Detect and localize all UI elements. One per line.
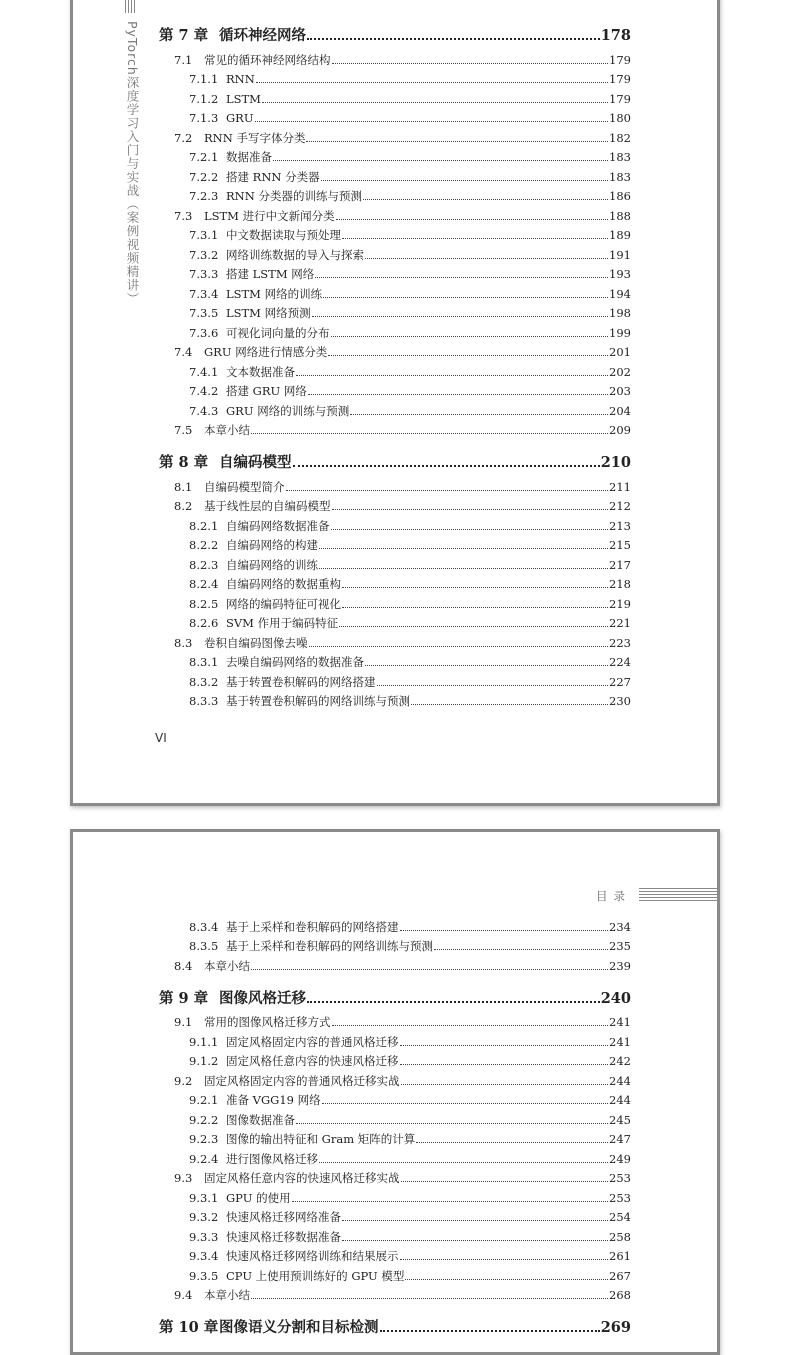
toc-entry (159, 398, 631, 418)
dot-leader (309, 646, 609, 647)
dot-leader (319, 568, 608, 569)
page-number: VI (155, 731, 167, 745)
toc-entry (159, 650, 631, 670)
entry-number: 9.2.3 (189, 1132, 219, 1146)
entry-title: RNN (226, 72, 255, 86)
dot-leader (319, 1162, 608, 1163)
toc-chapter-entry (159, 444, 631, 470)
entry-page: 202 (609, 364, 631, 379)
entry-number: 7.3.3 (189, 267, 219, 281)
entry-number: 7.4.2 (189, 384, 219, 398)
entry-title: 中文数据读取与预处理 (226, 228, 341, 242)
dot-leader (400, 1064, 609, 1065)
toc-entry (159, 1224, 631, 1244)
entry-number: 7.2 (174, 130, 193, 145)
entry-number: 8.2 (174, 499, 193, 513)
dot-leader (306, 141, 608, 142)
toc-entry (159, 164, 631, 184)
entry-number: 第 9 章 (159, 989, 209, 1007)
entry-number: 8.3.1 (189, 655, 219, 669)
toc-entry (159, 86, 631, 106)
dot-leader (332, 1025, 609, 1026)
entry-number: 9.3.5 (189, 1268, 219, 1283)
entry-page: 244 (609, 1073, 631, 1088)
toc-entry (159, 145, 631, 165)
entry-page: 204 (609, 403, 631, 418)
entry-title: LSTM (226, 91, 261, 106)
entry-page: 203 (609, 384, 631, 398)
entry-title: GRU (226, 111, 254, 125)
entry-page: 240 (600, 989, 631, 1007)
dot-leader (342, 1240, 608, 1241)
dot-leader (342, 1220, 608, 1221)
entry-title: 固定风格固定内容的普通风格迁移 (226, 1034, 399, 1049)
entry-page: 247 (609, 1132, 631, 1146)
toc-entry (159, 1029, 631, 1049)
entry-title: 搭建 GRU 网络 (226, 384, 307, 398)
table-of-contents (159, 914, 631, 1339)
dot-leader (255, 121, 609, 122)
toc-entry (159, 591, 631, 611)
toc-entry (159, 242, 631, 262)
toc-entry (159, 320, 631, 340)
entry-title: RNN 分类器的训练与预测 (226, 189, 362, 203)
entry-number: 9.2 (174, 1073, 193, 1088)
entry-page: 245 (609, 1112, 631, 1127)
dot-leader (342, 238, 608, 239)
dot-leader (331, 529, 609, 530)
toc-entry (159, 281, 631, 301)
toc-entry (159, 630, 631, 650)
dot-leader (293, 465, 600, 467)
entry-number: 9.2.4 (189, 1151, 219, 1166)
toc-entry (159, 533, 631, 553)
book-title-sidebar: PyTorch深度学习入门与实战（案例视频精讲） (125, 21, 140, 306)
entry-page: 244 (609, 1093, 631, 1107)
entry-number: 8.2.5 (189, 596, 219, 611)
entry-title: 固定风格固定内容的普通风格迁移实战 (204, 1073, 400, 1088)
entry-title: 文本数据准备 (226, 364, 295, 379)
entry-title: LSTM 网络的训练 (226, 286, 323, 301)
entry-title: 网络的编码特征可视化 (226, 596, 341, 611)
entry-number: 7.1.1 (189, 72, 219, 86)
dot-leader (434, 949, 608, 950)
dot-leader (405, 1279, 608, 1280)
toc-entry (159, 418, 631, 438)
entry-page: 223 (609, 635, 631, 650)
entry-number: 8.2.1 (189, 518, 219, 533)
table-of-contents (159, 17, 631, 708)
entry-title: 循环神经网络 (219, 27, 306, 44)
entry-page: 210 (600, 454, 631, 471)
entry-page: 198 (609, 306, 631, 320)
toc-entry (159, 1068, 631, 1088)
entry-title: 固定风格任意内容的快速风格迁移实战 (204, 1171, 400, 1185)
entry-page: 230 (609, 694, 631, 708)
entry-title: CPU 上使用预训练好的 GPU 模型 (226, 1268, 405, 1283)
dot-leader (251, 433, 608, 434)
dot-leader (363, 199, 608, 200)
dot-leader (307, 38, 600, 40)
entry-page: 178 (600, 27, 631, 44)
toc-entry (159, 689, 631, 709)
toc-entry (159, 1244, 631, 1264)
entry-title: 本章小结 (204, 958, 250, 973)
entry-title: 自编码模型简介 (204, 479, 285, 494)
toc-entry (159, 379, 631, 399)
entry-page: 191 (609, 247, 631, 262)
dot-leader (321, 180, 608, 181)
dot-leader (339, 626, 608, 627)
dot-leader (342, 587, 608, 588)
book-page-1 (70, 0, 720, 806)
toc-entry (159, 223, 631, 243)
entry-number: 9.1 (174, 1015, 193, 1029)
toc-entry (159, 513, 631, 533)
entry-title: 图像语义分割和目标检测 (219, 1319, 379, 1336)
entry-title: SVM 作用于编码特征 (226, 616, 339, 630)
entry-page: 193 (609, 267, 631, 281)
entry-title: 数据准备 (226, 150, 272, 164)
dot-leader (251, 1298, 608, 1299)
dot-leader (332, 63, 609, 64)
dot-leader (332, 509, 609, 510)
toc-entry (159, 1283, 631, 1303)
entry-title: 本章小结 (204, 1288, 250, 1302)
entry-page: 241 (609, 1034, 631, 1049)
entry-number: 7.3.2 (189, 247, 219, 262)
entry-page: 179 (609, 52, 631, 67)
entry-page: 209 (609, 423, 631, 437)
entry-title: 自编码网络的训练 (226, 557, 318, 572)
entry-title: GRU 网络进行情感分类 (204, 345, 328, 359)
toc-chapter-entry (159, 1309, 631, 1335)
entry-number: 9.3.4 (189, 1249, 219, 1263)
entry-number: 7.3 (174, 208, 193, 223)
toc-entry (159, 934, 631, 954)
entry-title: RNN 手写字体分类 (204, 130, 306, 145)
dot-leader (315, 277, 608, 278)
entry-number: 7.4 (174, 345, 193, 359)
entry-page: 253 (609, 1171, 631, 1185)
entry-page: 249 (609, 1151, 631, 1166)
dot-leader (307, 1001, 600, 1003)
entry-title: GPU 的使用 (226, 1190, 291, 1205)
entry-page: 253 (609, 1190, 631, 1205)
entry-page: 212 (609, 499, 631, 513)
entry-number: 7.1 (174, 52, 193, 67)
dot-leader (292, 1201, 608, 1202)
dot-leader (350, 414, 608, 415)
toc-entry (159, 301, 631, 321)
entry-title: 搭建 RNN 分类器 (226, 169, 320, 184)
toc-entry (159, 914, 631, 934)
entry-number: 9.3.2 (189, 1210, 219, 1224)
dot-leader (336, 219, 608, 220)
entry-title: 自编码网络数据准备 (226, 518, 330, 533)
entry-title: 本章小结 (204, 423, 250, 437)
entry-page: 221 (609, 616, 631, 630)
toc-entry (159, 340, 631, 360)
entry-number: 8.3.5 (189, 939, 219, 953)
dot-leader (328, 355, 608, 356)
entry-number: 9.3.3 (189, 1229, 219, 1244)
entry-number: 7.3.4 (189, 286, 219, 301)
entry-number: 7.3.6 (189, 325, 219, 340)
entry-number: 8.3 (174, 635, 193, 650)
entry-title: LSTM 网络预测 (226, 306, 311, 320)
entry-number: 8.3.4 (189, 919, 219, 934)
dot-leader (400, 1045, 609, 1046)
entry-page: 179 (609, 91, 631, 106)
dot-leader (365, 258, 608, 259)
dot-leader (400, 1259, 609, 1260)
toc-entry (159, 1263, 631, 1283)
toc-entry (159, 1205, 631, 1225)
entry-number: 第 8 章 (159, 454, 209, 471)
entry-number: 9.3.1 (189, 1190, 219, 1205)
entry-page: 269 (600, 1319, 631, 1336)
toc-entry (159, 572, 631, 592)
entry-page: 219 (609, 596, 631, 611)
dot-leader (380, 1330, 600, 1332)
entry-page: 268 (609, 1288, 631, 1302)
entry-number: 8.2.3 (189, 557, 219, 572)
entry-page: 213 (609, 518, 631, 533)
entry-title: 快速风格迁移网络准备 (226, 1210, 341, 1224)
dot-leader (323, 297, 608, 298)
entry-number: 7.2.3 (189, 189, 219, 203)
dot-leader (401, 1084, 609, 1085)
dot-leader (312, 316, 608, 317)
toc-entry (159, 611, 631, 631)
dot-leader (286, 490, 609, 491)
entry-number: 9.2.2 (189, 1112, 219, 1127)
dot-leader (411, 704, 608, 705)
entry-number: 8.4 (174, 958, 193, 973)
dot-leader (342, 607, 608, 608)
entry-title: 图像数据准备 (226, 1112, 295, 1127)
toc-entry (159, 1166, 631, 1186)
book-page-2 (70, 829, 720, 1355)
entry-page: 186 (609, 189, 631, 203)
entry-number: 7.4.1 (189, 364, 219, 379)
entry-title: 基于转置卷积解码的网络搭建 (226, 674, 376, 689)
entry-number: 8.2.2 (189, 538, 219, 552)
dot-leader (262, 102, 608, 103)
toc-entry (159, 669, 631, 689)
entry-page: 241 (609, 1015, 631, 1029)
entry-number: 7.4.3 (189, 403, 219, 418)
entry-title: LSTM 进行中文新闻分类 (204, 208, 335, 223)
entry-number: 8.2.4 (189, 577, 219, 591)
toc-entry (159, 125, 631, 145)
entry-title: 准备 VGG19 网络 (226, 1093, 321, 1107)
entry-number: 7.1.2 (189, 91, 219, 106)
dot-leader (256, 82, 608, 83)
entry-number: 8.3.2 (189, 674, 219, 689)
entry-title: 固定风格任意内容的快速风格迁移 (226, 1054, 399, 1068)
toc-entry (159, 474, 631, 494)
entry-title: 常用的图像风格迁移方式 (204, 1015, 331, 1029)
entry-page: 179 (609, 72, 631, 86)
entry-number: 7.2.2 (189, 169, 219, 184)
entry-number: 9.2.1 (189, 1093, 219, 1107)
toc-entry (159, 953, 631, 973)
entry-number: 8.1 (174, 479, 193, 494)
entry-page: 258 (609, 1229, 631, 1244)
toc-entry (159, 262, 631, 282)
toc-chapter-entry (159, 980, 631, 1006)
entry-title: 快速风格迁移网络训练和结果展示 (226, 1249, 399, 1263)
entry-title: 卷积自编码图像去噪 (204, 635, 308, 650)
entry-page: 235 (609, 939, 631, 953)
entry-page: 218 (609, 577, 631, 591)
entry-page: 188 (609, 208, 631, 223)
entry-page: 183 (609, 150, 631, 164)
entry-title: 快速风格迁移数据准备 (226, 1229, 341, 1244)
entry-title: 搭建 LSTM 网络 (226, 267, 315, 281)
entry-page: 227 (609, 674, 631, 689)
entry-page: 267 (609, 1268, 631, 1283)
dot-leader (331, 336, 609, 337)
entry-page: 242 (609, 1054, 631, 1068)
entry-number: 8.2.6 (189, 616, 219, 630)
dot-leader (377, 685, 609, 686)
toc-entry (159, 47, 631, 67)
entry-title: 基于上采样和卷积解码的网络训练与预测 (226, 939, 433, 953)
entry-title: 可视化词向量的分布 (226, 325, 330, 340)
running-head: 目录 (596, 889, 631, 903)
dot-leader (365, 665, 608, 666)
toc-entry (159, 203, 631, 223)
dot-leader (308, 394, 608, 395)
entry-page: 234 (609, 919, 631, 934)
entry-page: 254 (609, 1210, 631, 1224)
entry-number: 7.2.1 (189, 150, 219, 164)
entry-page: 201 (609, 345, 631, 359)
entry-page: 239 (609, 958, 631, 973)
entry-page: 217 (609, 557, 631, 572)
entry-title: 进行图像风格迁移 (226, 1151, 318, 1166)
dot-leader (251, 969, 608, 970)
entry-page: 180 (609, 111, 631, 125)
toc-entry (159, 1185, 631, 1205)
decorative-stripes (125, 0, 137, 13)
entry-title: 基于线性层的自编码模型 (204, 499, 331, 513)
entry-title: GRU 网络的训练与预测 (226, 403, 350, 418)
toc-entry (159, 359, 631, 379)
entry-title: 自编码网络的构建 (226, 538, 318, 552)
entry-number: 7.3.5 (189, 306, 219, 320)
entry-title: 去噪自编码网络的数据准备 (226, 655, 364, 669)
dot-leader (400, 930, 609, 931)
toc-entry (159, 1088, 631, 1108)
entry-page: 189 (609, 228, 631, 242)
entry-number: 9.3 (174, 1171, 193, 1185)
toc-entry (159, 106, 631, 126)
entry-title: 自编码模型 (219, 454, 292, 471)
toc-entry (159, 67, 631, 87)
entry-title: 常见的循环神经网络结构 (204, 52, 331, 67)
entry-title: 网络训练数据的导入与探索 (226, 247, 364, 262)
decorative-stripes (639, 888, 717, 902)
toc-entry (159, 494, 631, 514)
toc-entry (159, 1049, 631, 1069)
entry-page: 183 (609, 169, 631, 184)
entry-number: 9.1.2 (189, 1054, 219, 1068)
toc-chapter-entry (159, 17, 631, 43)
entry-number: 7.3.1 (189, 228, 219, 242)
dot-leader (416, 1142, 608, 1143)
dot-leader (273, 160, 608, 161)
entry-number: 9.4 (174, 1288, 193, 1302)
toc-entry (159, 1107, 631, 1127)
entry-number: 8.3.3 (189, 694, 219, 708)
toc-entry (159, 1010, 631, 1030)
dot-leader (296, 1123, 608, 1124)
entry-title: 基于上采样和卷积解码的网络搭建 (226, 919, 399, 934)
dot-leader (322, 1103, 608, 1104)
entry-page: 261 (609, 1249, 631, 1263)
entry-title: 基于转置卷积解码的网络训练与预测 (226, 694, 410, 708)
entry-title: 图像的输出特征和 Gram 矩阵的计算 (226, 1132, 416, 1146)
entry-number: 第 7 章 (159, 27, 209, 44)
entry-page: 224 (609, 655, 631, 669)
entry-page: 215 (609, 538, 631, 552)
entry-page: 211 (609, 479, 631, 494)
entry-title: 自编码网络的数据重构 (226, 577, 341, 591)
dot-leader (296, 375, 608, 376)
entry-page: 182 (609, 130, 631, 145)
entry-number: 7.5 (174, 423, 193, 437)
entry-title: 图像风格迁移 (219, 989, 306, 1007)
entry-page: 199 (609, 325, 631, 340)
entry-page: 194 (609, 286, 631, 301)
entry-number: 第 10 章 (159, 1319, 219, 1336)
entry-number: 9.1.1 (189, 1034, 219, 1049)
toc-entry (159, 1127, 631, 1147)
dot-leader (401, 1181, 609, 1182)
entry-number: 7.1.3 (189, 111, 219, 125)
toc-entry (159, 184, 631, 204)
toc-entry (159, 1146, 631, 1166)
toc-entry (159, 552, 631, 572)
dot-leader (319, 548, 608, 549)
